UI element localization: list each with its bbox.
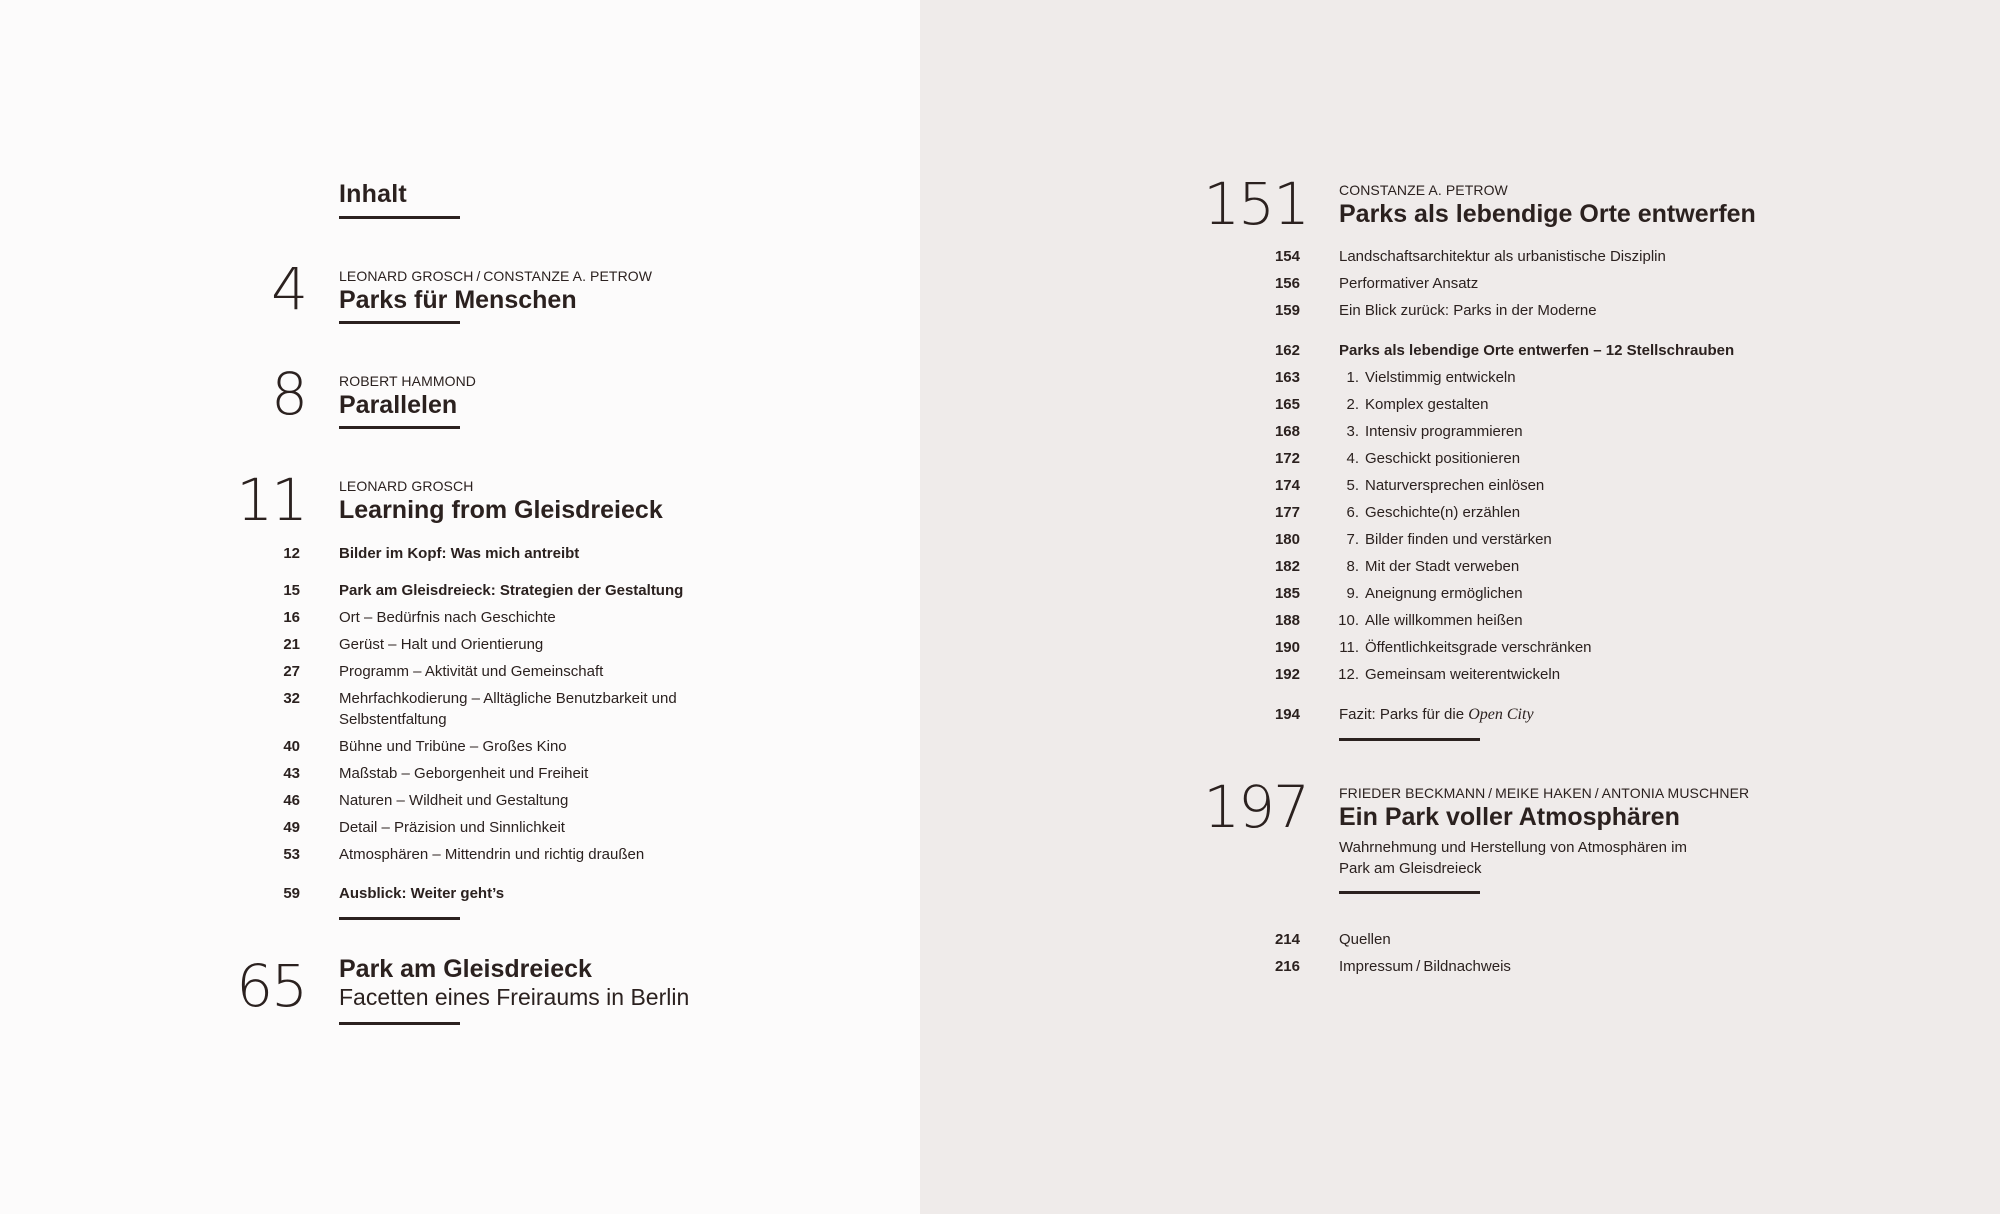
entry-page-number: 156 — [1274, 275, 1300, 292]
entry-label: Mit der Stadt verweben — [1365, 558, 1520, 575]
toc-entry[interactable]: Landschaftsarchitektur als urbanistische Disziplin — [1339, 248, 1666, 265]
toc-entry[interactable]: Bühne und Tribüne – Großes Kino — [339, 738, 567, 755]
entry-index: 2. — [1346, 396, 1359, 413]
entry-page-number: 21 — [283, 636, 300, 653]
divider — [339, 321, 460, 324]
entry-index: 3. — [1346, 423, 1359, 440]
toc-entry[interactable] — [1333, 666, 1560, 683]
entry-page-number: 16 — [283, 609, 300, 626]
entry-index: 4. — [1346, 450, 1359, 467]
chapter-number: 8 — [271, 360, 306, 428]
toc-entry[interactable]: Ein Blick zurück: Parks in der Moderne — [1339, 302, 1597, 319]
entry-index: 7. — [1346, 531, 1359, 548]
entry-page-number: 59 — [283, 885, 300, 902]
chapter-number: 65 — [236, 952, 306, 1020]
chapter-author: ROBERT HAMMOND — [339, 373, 477, 389]
toc-entry[interactable]: Atmosphären – Mittendrin und richtig draußen — [339, 846, 645, 863]
entry-page-number: 180 — [1274, 531, 1300, 548]
entry-page-number: 12 — [283, 545, 300, 562]
entry-label: Geschichte(n) erzählen — [1365, 504, 1521, 521]
entry-page-number: 154 — [1274, 248, 1300, 265]
toc-entry[interactable]: Quellen — [1339, 931, 1391, 948]
chapter-number: 4 — [271, 255, 306, 323]
toc-entry[interactable]: Mehrfachkodierung – Alltägliche Benutzbarkeit und Selbstentfaltung — [339, 690, 677, 728]
toc-entry[interactable]: Maßstab – Geborgenheit und Freiheit — [339, 765, 589, 782]
chapter-author: LEONARD GROSCH / CONSTANZE A. PETROW — [339, 268, 653, 284]
entry-label: Bilder finden und verstärken — [1365, 531, 1552, 548]
chapter-title[interactable]: Parks für Menschen — [339, 286, 577, 314]
entry-index: 1. — [1346, 369, 1359, 386]
entry-label: Intensiv programmieren — [1365, 423, 1523, 440]
left-page — [0, 0, 920, 1214]
entry-label: Vielstimmig entwickeln — [1365, 369, 1516, 386]
entry-page-number: 53 — [283, 846, 300, 863]
chapter-author: LEONARD GROSCH — [339, 478, 474, 494]
entry-index: 10. — [1338, 612, 1359, 629]
chapter-description: Wahrnehmung und Herstellung von Atmosphären im Park am Gleisdreieck — [1339, 839, 1687, 877]
divider — [339, 1022, 460, 1025]
toc-entry[interactable] — [1333, 396, 1488, 413]
toc-entry[interactable] — [1333, 504, 1520, 521]
entry-page-number: 185 — [1274, 585, 1300, 602]
entry-page-number: 165 — [1274, 396, 1300, 413]
entry-label: Geschickt positionieren — [1365, 450, 1521, 467]
chapter-title[interactable]: Parks als lebendige Orte entwerfen — [1339, 200, 1756, 228]
entry-label: Naturversprechen einlösen — [1365, 477, 1545, 494]
entry-page-number: 190 — [1274, 639, 1300, 656]
entry-label: Komplex gestalten — [1365, 396, 1489, 413]
toc-entry[interactable] — [1333, 423, 1523, 440]
chapter-number: 197 — [1203, 773, 1308, 841]
toc-entry[interactable]: Performativer Ansatz — [1339, 275, 1479, 292]
toc-entry[interactable]: Programm – Aktivität und Gemeinschaft — [339, 663, 604, 680]
chapter-title[interactable]: Ein Park voller Atmosphären — [1339, 803, 1680, 831]
chapter-author: FRIEDER BECKMANN / MEIKE HAKEN / ANTONIA MUSCHNER — [1339, 785, 1750, 801]
entry-page-number: 40 — [283, 738, 300, 755]
entry-page-number: 32 — [283, 690, 300, 707]
toc-entry[interactable] — [1333, 558, 1519, 575]
toc-entry[interactable]: Naturen – Wildheit und Gestaltung — [339, 792, 569, 809]
entry-label: Aneignung ermöglichen — [1365, 585, 1523, 602]
entry-page-number: 43 — [283, 765, 300, 782]
entry-page-number: 159 — [1274, 302, 1300, 319]
entry-label: Öffentlichkeitsgrade verschränken — [1365, 639, 1592, 656]
entry-label: Gemeinsam weiterentwickeln — [1365, 666, 1561, 683]
chapter-number: 11 — [236, 466, 306, 534]
toc-entry[interactable]: Gerüst – Halt und Orientierung — [339, 636, 544, 653]
entry-label: Alle willkommen heißen — [1365, 612, 1523, 629]
entry-index: 5. — [1346, 477, 1359, 494]
entry-page-number: 172 — [1274, 450, 1300, 467]
entry-index: 8. — [1346, 558, 1359, 575]
entry-page-number: 177 — [1274, 504, 1300, 521]
toc-entry[interactable]: Detail – Präzision und Sinnlichkeit — [339, 819, 565, 836]
chapter-number: 151 — [1203, 170, 1308, 238]
toc-entry[interactable]: Ort – Bedürfnis nach Geschichte — [339, 609, 556, 626]
entry-index: 11. — [1339, 639, 1359, 656]
entry-index: 6. — [1346, 504, 1359, 521]
divider — [1339, 738, 1480, 741]
toc-entry[interactable]: Impressum / Bildnachweis — [1339, 958, 1511, 975]
entry-page-number: 27 — [283, 663, 300, 680]
right-page — [920, 0, 2000, 1214]
entry-page-number: 214 — [1274, 931, 1300, 948]
toc-entry[interactable] — [1333, 531, 1552, 548]
divider — [339, 426, 460, 429]
toc-entry[interactable] — [1333, 639, 1592, 656]
entry-page-number: 168 — [1274, 423, 1300, 440]
chapter-title[interactable]: Park am Gleisdreieck — [339, 955, 592, 983]
entry-label-emphasis: Open City — [1468, 706, 1534, 723]
entry-page-number: 49 — [283, 819, 300, 836]
toc-entry[interactable] — [1339, 706, 1534, 724]
chapter-author: CONSTANZE A. PETROW — [1339, 182, 1508, 198]
toc-entry[interactable] — [1333, 369, 1516, 386]
chapter-title[interactable]: Learning from Gleisdreieck — [339, 496, 663, 524]
toc-entry[interactable]: Ausblick: Weiter geht’s — [339, 885, 505, 902]
toc-entry[interactable]: Parks als lebendige Orte entwerfen – 12 Stellschrauben — [1339, 342, 1735, 359]
toc-entry[interactable] — [1333, 612, 1523, 629]
toc-entry[interactable] — [1333, 585, 1523, 602]
divider — [1339, 891, 1480, 894]
entry-page-number: 46 — [283, 792, 300, 809]
entry-page-number: 174 — [1274, 477, 1300, 494]
entry-page-number: 216 — [1274, 958, 1300, 975]
chapter-title[interactable]: Parallelen — [339, 391, 458, 419]
entry-index: 9. — [1346, 585, 1359, 602]
entry-page-number: 162 — [1274, 342, 1300, 359]
toc-entry[interactable] — [1333, 450, 1520, 467]
entry-index: 12. — [1338, 666, 1359, 683]
toc-entry[interactable]: Bilder im Kopf: Was mich antreibt — [339, 545, 580, 562]
entry-page-number: 163 — [1274, 369, 1300, 386]
entry-page-number: 194 — [1274, 706, 1300, 723]
chapter-subtitle: Facetten eines Freiraums in Berlin — [339, 984, 690, 1010]
entry-page-number: 182 — [1274, 558, 1300, 575]
divider — [339, 917, 460, 920]
toc-entry[interactable] — [1333, 477, 1544, 494]
entry-label: Fazit: Parks für die — [1339, 706, 1469, 723]
entry-page-number: 15 — [283, 582, 300, 599]
toc-entry[interactable]: Park am Gleisdreieck: Strategien der Gestaltung — [339, 582, 684, 599]
entry-page-number: 188 — [1274, 612, 1300, 629]
toc-title: Inhalt — [339, 180, 407, 208]
divider — [339, 216, 460, 219]
entry-page-number: 192 — [1274, 666, 1300, 683]
